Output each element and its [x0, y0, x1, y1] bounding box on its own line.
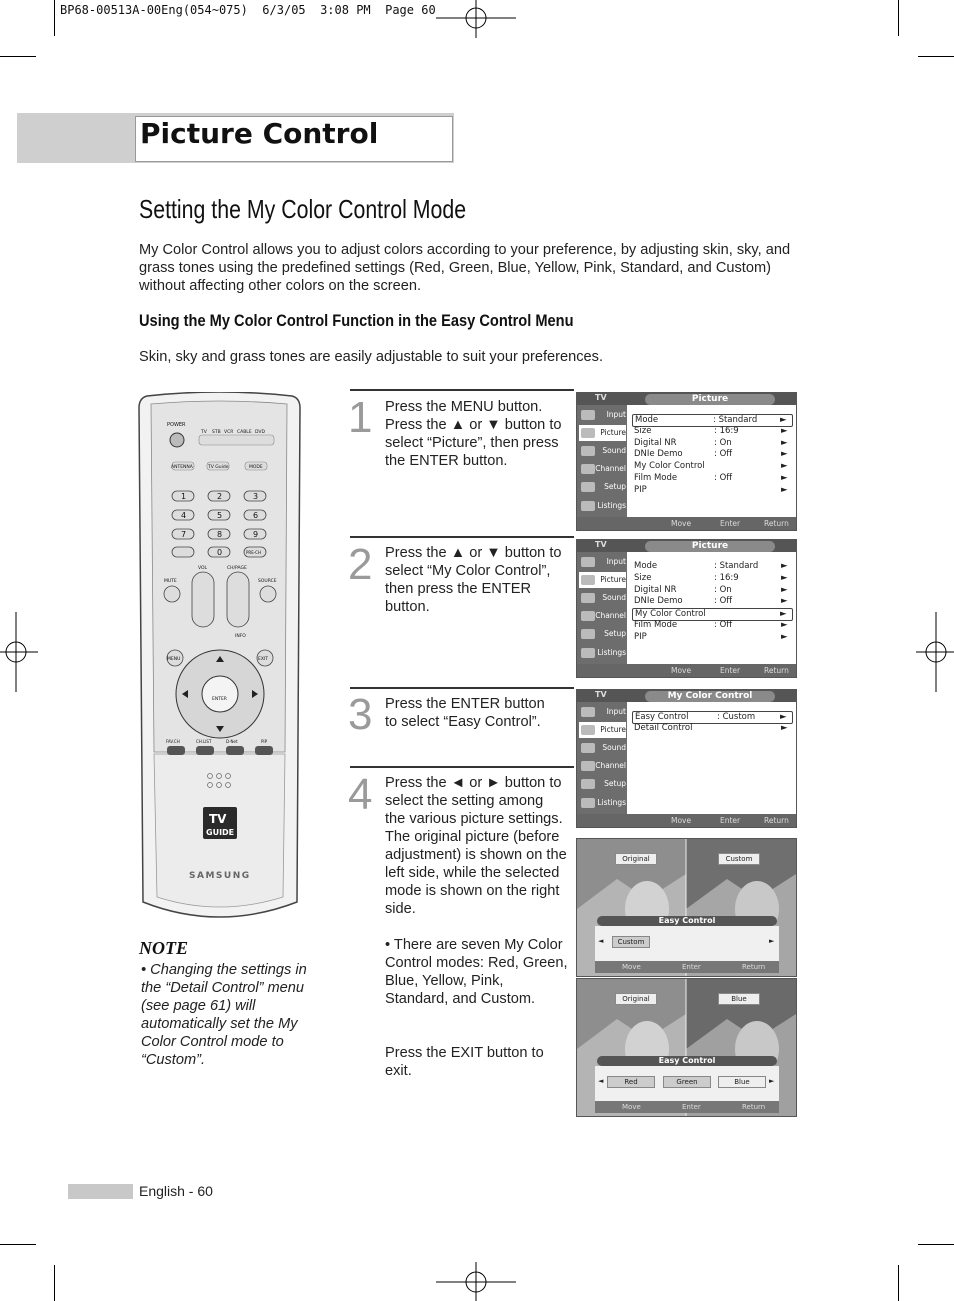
input-icon — [581, 557, 595, 567]
easy-control-preview-blue — [576, 978, 797, 1117]
move-label: Move — [671, 666, 692, 675]
osd-footer — [577, 517, 796, 530]
osd-row: Size : 16:9 ► — [634, 426, 788, 436]
osd-side-input: Input — [579, 407, 626, 423]
tvguide-icon — [581, 648, 595, 658]
osd-title: Picture — [645, 541, 775, 552]
return-label: Return — [764, 519, 789, 528]
osd-side-picture: Picture — [579, 722, 626, 738]
channel-icon — [581, 464, 595, 474]
remote-mute-label: MUTE — [164, 579, 177, 584]
picture-icon — [581, 725, 595, 735]
remote-vol-label: VOL — [198, 566, 208, 571]
osd-side-channel: Channel — [579, 608, 626, 624]
osd-row: Digital NR : On ► — [634, 585, 788, 595]
remote-exit-label: EXIT — [258, 657, 269, 662]
osd-tv-label: TV — [595, 540, 607, 549]
osd-side-input: Input — [579, 554, 626, 570]
osd-row: DNIe Demo : Off ► — [634, 449, 788, 459]
remote-favch-label: FAV.CH — [166, 739, 180, 744]
step-text: Press the ◄ or ► button to select the setting among the various picture settings. The original picture (before adjustment) is shown on the left side, while the selected mode is shown on the right side. — [385, 775, 567, 917]
registration-mark-bottom — [436, 1262, 516, 1301]
preview-left-label: Original — [615, 853, 657, 865]
setup-icon — [581, 779, 595, 789]
page-number: English - 60 — [139, 1183, 213, 1199]
return-label: Return — [764, 666, 789, 675]
note-text: • Changing the settings in the “Detail Control” menu (see page 61) will automatically set the My Color Control mode to “Custom”. — [141, 962, 307, 1068]
remote-control-illustration — [137, 392, 302, 927]
osd-title: My Color Control — [645, 691, 775, 702]
easy-control-bar: Easy Control — [597, 1056, 777, 1066]
preview-right-label: Blue — [718, 993, 760, 1005]
osd-row: DNIe Demo : Off ► — [634, 596, 788, 606]
remote-source-label: SOURCE — [258, 579, 277, 584]
osd-row: PIP ► — [634, 485, 788, 495]
remote-logo-guide: GUIDE — [206, 828, 235, 837]
arrow-left-icon: ◄ — [598, 937, 604, 945]
remote-pip-label: PIP — [261, 739, 268, 744]
osd-side-picture: Picture — [579, 572, 626, 588]
crop-mark — [918, 1244, 954, 1245]
sound-icon — [581, 593, 595, 603]
osd-side-picture: Picture — [579, 425, 626, 441]
easy-control-preview-custom — [576, 838, 797, 977]
remote-logo-tv: TV — [209, 812, 227, 826]
channel-icon — [581, 761, 595, 771]
registration-mark-top — [436, 0, 516, 40]
osd-sidebar — [577, 702, 627, 814]
picture-icon — [581, 428, 595, 438]
preview-footer: Move Enter Return — [595, 1101, 779, 1113]
osd-row: My Color Control ► — [632, 608, 793, 621]
remote-key-6: 6 — [253, 511, 259, 520]
osd-side-setup: Setup — [579, 479, 626, 495]
easy-control-option: Blue — [718, 1076, 766, 1088]
arrow-left-icon: ◄ — [598, 1077, 604, 1085]
arrow-right-icon: ► — [769, 1077, 775, 1085]
remote-source-vcr: VCR — [224, 430, 234, 435]
step-rule — [350, 389, 574, 391]
remote-info-label: INFO — [235, 634, 246, 639]
remote-power-label: POWER — [167, 422, 186, 428]
step-number: 1 — [348, 393, 373, 442]
step-text: Press the ENTER button to select “Easy Control”. — [385, 696, 545, 730]
osd-row: Film Mode : Off ► — [634, 620, 788, 630]
osd-side-channel: Channel — [579, 461, 626, 477]
enter-label: Enter — [720, 666, 741, 675]
move-label: Move — [671, 519, 692, 528]
remote-prech-label: PRE-CH — [246, 550, 261, 555]
easy-control-option: Red — [607, 1076, 655, 1088]
crop-mark — [898, 1265, 899, 1301]
remote-source-dvd: DVD — [255, 430, 265, 435]
crop-mark — [898, 0, 899, 36]
remote-key-4: 4 — [181, 511, 187, 520]
preview-footer: Move Enter Return — [595, 961, 779, 973]
registration-mark-right — [914, 612, 954, 692]
step-number: 3 — [348, 690, 373, 739]
osd-screen-my-color-control — [576, 689, 797, 828]
registration-mark-left — [0, 612, 40, 692]
move-label: Move — [671, 816, 692, 825]
return-label: Return — [764, 816, 789, 825]
input-icon — [581, 410, 595, 420]
channel-icon — [581, 611, 595, 621]
osd-row: Detail Control ► — [634, 723, 788, 733]
arrow-right-icon: ► — [769, 937, 775, 945]
osd-tv-label: TV — [595, 690, 607, 699]
subheading: Using the My Color Control Function in the Easy Control Menu — [139, 311, 574, 330]
crop-mark — [54, 1265, 55, 1301]
note-heading: NOTE — [139, 938, 188, 958]
setup-icon — [581, 629, 595, 639]
crop-mark — [54, 0, 55, 36]
osd-side-sound: Sound — [579, 443, 626, 459]
picture-icon — [581, 575, 595, 585]
remote-dnet-label: D-Net — [226, 739, 238, 744]
osd-sidebar — [577, 405, 627, 517]
osd-screen-picture-menu — [576, 392, 797, 531]
remote-source-tv: TV — [201, 430, 207, 435]
easy-control-option: Green — [663, 1076, 711, 1088]
osd-side-setup: Setup — [579, 626, 626, 642]
osd-row: Mode : Standard ► — [632, 414, 793, 427]
remote-source-cable: CABLE — [237, 430, 252, 435]
remote-menu-label: MENU — [167, 657, 181, 662]
osd-row: Film Mode : Off ► — [634, 473, 788, 483]
remote-tvguide-label: TV Guide — [208, 465, 229, 470]
section-title: Picture Control — [140, 117, 379, 150]
osd-screen-picture-menu-mycolor — [576, 539, 797, 678]
step-number: 2 — [348, 540, 373, 589]
lead-paragraph: Skin, sky and grass tones are easily adjustable to suit your preferences. — [139, 349, 603, 365]
step-number: 4 — [348, 770, 373, 819]
osd-side-listings: Listings — [579, 645, 626, 661]
remote-key-7: 7 — [181, 530, 187, 539]
remote-chlist-label: CH.LIST — [196, 739, 212, 744]
osd-side-listings: Listings — [579, 795, 626, 811]
input-icon — [581, 707, 595, 717]
crop-mark — [918, 56, 954, 57]
page-heading: Setting the My Color Control Mode — [139, 194, 467, 224]
remote-key-1: 1 — [181, 492, 187, 501]
print-header: BP68-00513A-00Eng(054~075) 6/3/05 3:08 PM Page 60 — [60, 3, 436, 17]
step-text: Press the ▲ or ▼ button to select “My Color Control”, then press the ENTER button. — [385, 545, 562, 615]
crop-mark — [0, 1244, 36, 1245]
remote-key-5: 5 — [217, 511, 223, 520]
intro-paragraph: My Color Control allows you to adjust colors according to your preference, by adjusting skin, sky, and grass tones using the predefined settings (Red, Green, Blue, Yellow, Pink, Standard, and Custom) without affecting other colors on the screen. — [139, 242, 791, 294]
osd-tv-label: TV — [595, 393, 607, 402]
osd-side-sound: Sound — [579, 740, 626, 756]
osd-row: Easy Control : Custom ► — [632, 711, 793, 724]
step-rule — [350, 536, 574, 538]
tvguide-icon — [581, 798, 595, 808]
easy-control-option: Custom — [612, 936, 650, 948]
crop-mark — [0, 56, 36, 57]
remote-enter-label: ENTER — [212, 697, 227, 702]
step-rule — [350, 687, 574, 689]
sound-icon — [581, 446, 595, 456]
enter-label: Enter — [720, 816, 741, 825]
step4-bullet: • There are seven My Color Control modes: Red, Green, Blue, Yellow, Pink, Standard, and Custom. — [385, 937, 568, 1007]
osd-side-sound: Sound — [579, 590, 626, 606]
osd-footer — [577, 664, 796, 677]
remote-key-2: 2 — [217, 492, 223, 501]
osd-row: Mode : Standard ► — [634, 561, 788, 571]
remote-antenna-label: ANTENNA — [171, 465, 193, 470]
osd-title: Picture — [645, 394, 775, 405]
easy-control-bar: Easy Control — [597, 916, 777, 926]
osd-side-input: Input — [579, 704, 626, 720]
sound-icon — [581, 743, 595, 753]
osd-row: Digital NR : On ► — [634, 438, 788, 448]
setup-icon — [581, 482, 595, 492]
remote-brand: SAMSUNG — [189, 871, 251, 881]
osd-side-channel: Channel — [579, 758, 626, 774]
remote-mode-label: MODE — [249, 465, 263, 470]
osd-footer — [577, 814, 796, 827]
footer-bar — [68, 1184, 133, 1199]
step-rule — [350, 766, 574, 768]
remote-source-stb: STB — [212, 430, 221, 435]
osd-sidebar — [577, 552, 627, 664]
remote-key-0: 0 — [217, 548, 223, 557]
enter-label: Enter — [720, 519, 741, 528]
remote-chpage-label: CH/PAGE — [227, 566, 247, 571]
remote-key-8: 8 — [217, 530, 223, 539]
tvguide-icon — [581, 501, 595, 511]
preview-left-label: Original — [615, 993, 657, 1005]
step4-exit: Press the EXIT button to exit. — [385, 1045, 544, 1079]
osd-row: PIP ► — [634, 632, 788, 642]
step-text: Press the MENU button. Press the ▲ or ▼ button to select “Picture”, then press the ENTER button. — [385, 399, 562, 469]
osd-row: My Color Control ► — [634, 461, 788, 471]
osd-side-listings: Listings — [579, 498, 626, 514]
osd-row: Size : 16:9 ► — [634, 573, 788, 583]
preview-right-label: Custom — [718, 853, 760, 865]
remote-key-3: 3 — [253, 492, 259, 501]
remote-key-9: 9 — [253, 530, 259, 539]
osd-side-setup: Setup — [579, 776, 626, 792]
